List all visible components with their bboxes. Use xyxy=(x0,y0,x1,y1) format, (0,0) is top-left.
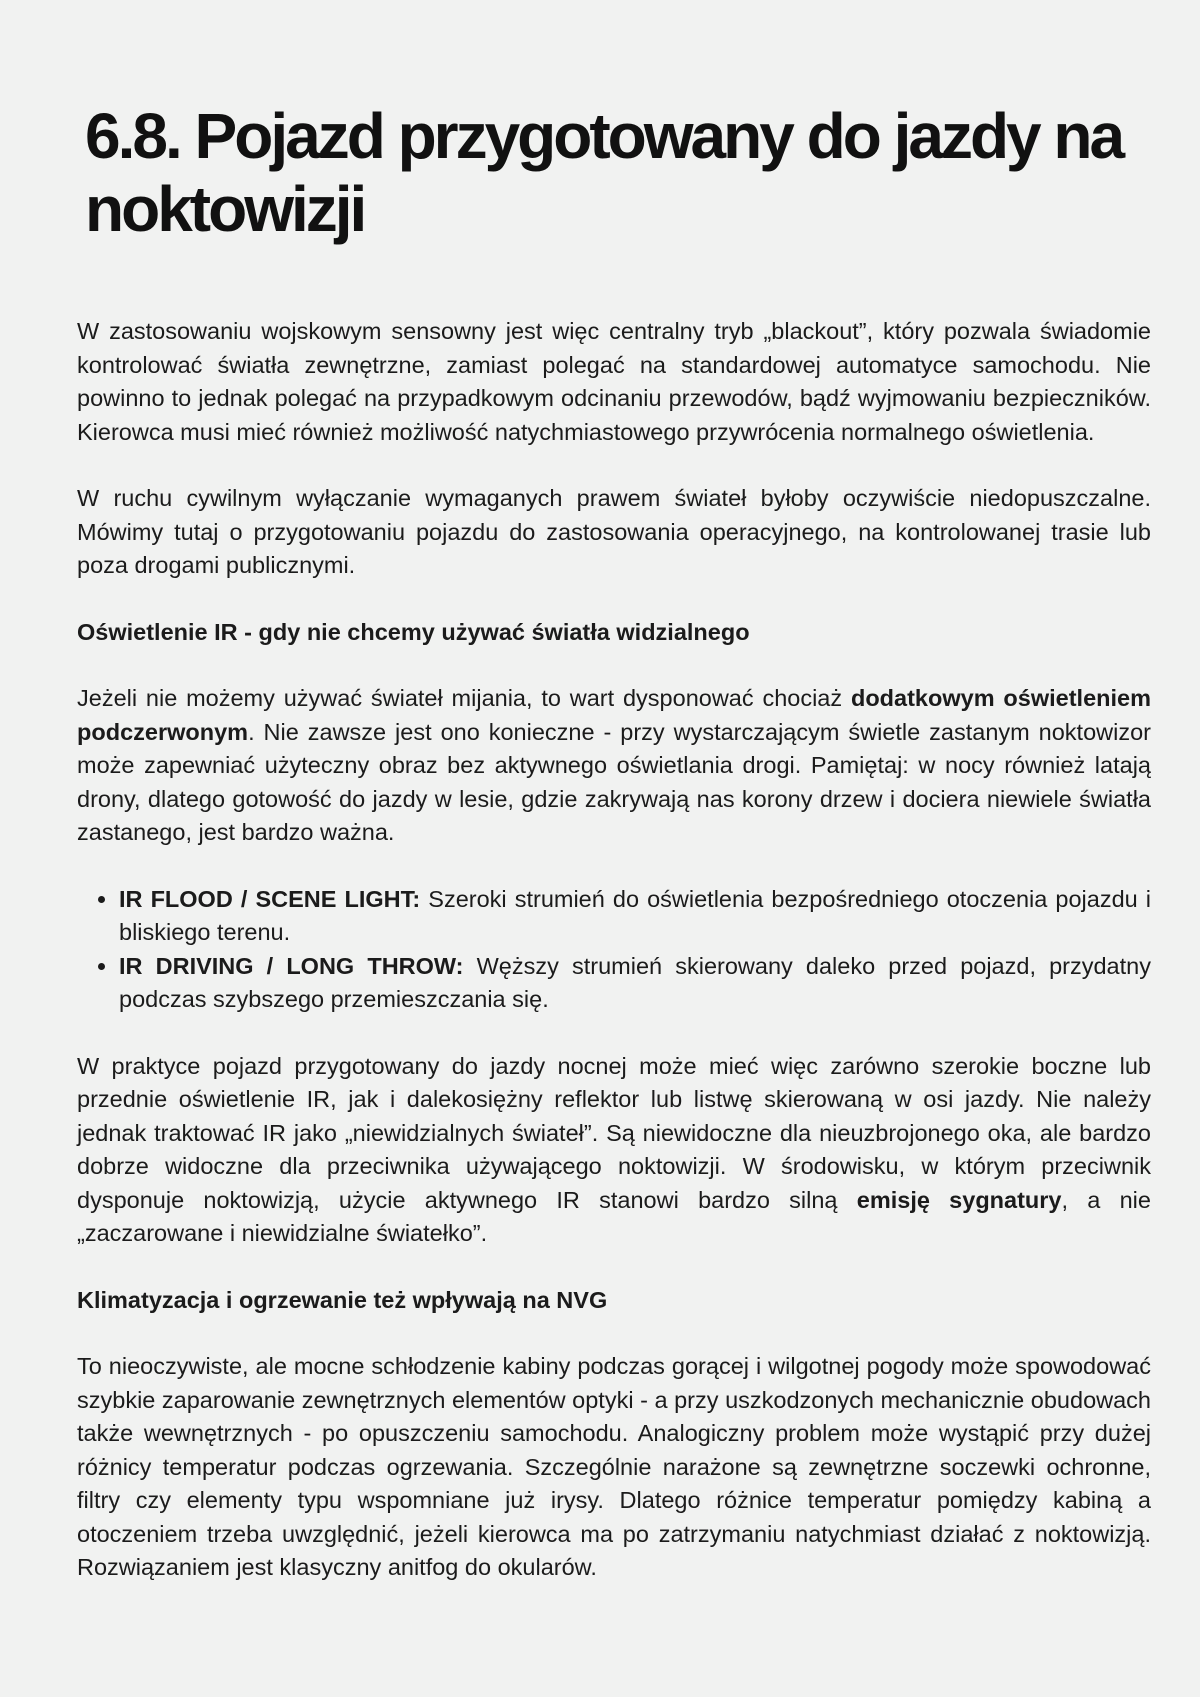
list-item-text: Węższy strumień skierowany daleko przed pojazd, przydatny podczas szybszego przemieszczania się. xyxy=(119,952,1151,1012)
paragraph-blackout: W zastosowaniu wojskowym sensowny jest więc centralny tryb „blackout”, który pozwala świadomie kontrolować światła zewnętrzne, zamiast polegać na standardowej automatyce samochodu. Nie powinno to jednak polegać na przypadkowym odcinaniu przewodów, bądź wyjmowaniu bezpieczników. Kierowca musi mieć również możliwość natychmiastowego przywrócenia normalnego oświetlenia. xyxy=(77,318,1151,445)
paragraph-ir-intro-text-1: Jeżeli nie możemy używać świateł mijania, to wart dysponować chociaż xyxy=(77,685,851,711)
paragraph-ir-practice-text-1: W praktyce pojazd przygotowany do jazdy nocnej może mieć więc zarówno szerokie boczne lub przednie oświetlenie IR, jak i dalekosiężny reflektor lub listwę skierowaną w osi jazdy. Nie należy jednak traktować IR jako „niewidzialnych świateł”. Są niewidoczne dla nieuzbrojonego oka, ale bardzo dobrze widoczne dla przeciwnika używającego noktowizji. W środowisku, w którym przeciwnik dysponuje noktowizją, użycie aktywnego IR stanowi bardzo silną xyxy=(77,1052,1151,1213)
list-item-term: IR FLOOD / SCENE LIGHT: xyxy=(119,885,421,912)
paragraph-ir-practice-bold: emisję sygnatury xyxy=(856,1186,1062,1213)
list-item-term: IR DRIVING / LONG THROW: xyxy=(119,952,464,979)
paragraph-civil-traffic: W ruchu cywilnym wyłączanie wymaganych prawem świateł byłoby oczywiście niedopuszczalne. Mówimy tutaj o przygotowaniu pojazdu do zastosowania operacyjnego, na kontrolowanej trasie lub poza drogami publicznymi. xyxy=(77,485,1151,578)
document-body xyxy=(77,315,1151,1585)
paragraph-ir-practice-text-2: , a nie „zaczarowane i niewidzialne światełko”. xyxy=(77,1186,1151,1246)
list-item xyxy=(119,883,1151,950)
paragraph-ir-intro-text-2: . Nie zawsze jest ono konieczne - przy wystarczającym świetle zastanym noktowizor może zapewniać użyteczny obraz bez aktywnego oświetlania drogi. Pamiętaj: w nocy również latają drony, dlatego gotowość do jazdy w lesie, gdzie zakrywają nas korony drzew i dociera niewiele światła zastanego, jest bardzo ważna. xyxy=(77,718,1151,845)
page-title: 6.8. Pojazd przygotowany do jazdy na noktowizji xyxy=(85,100,1123,245)
subheading-ir-lighting: Oświetlenie IR - gdy nie chcemy używać światła widzialnego xyxy=(77,618,750,645)
paragraph-ir-practice xyxy=(77,1050,1151,1251)
paragraph-ir-intro xyxy=(77,682,1151,850)
ir-types-list xyxy=(77,883,1151,1017)
paragraph-ir-intro-bold: dodatkowym oświetleniem podczerwonym xyxy=(77,685,1151,745)
paragraph-climate: To nieoczywiste, ale mocne schłodzenie kabiny podczas gorącej i wilgotnej pogody może spowodować szybkie zaparowanie zewnętrznych elementów optyki - a przy uszkodzonych mechanicznie obudowach także wewnętrznych - po opuszczeniu samochodu. Analogiczny problem może wystąpić przy dużej różnicy temperatur podczas ogrzewania. Szczególnie narażone są zewnętrzne soczewki ochronne, filtry czy elementy typu wspomniane już irysy. Dlatego różnice temperatur pomiędzy kabiną a otoczeniem trzeba uwzględnić, jeżeli kierowca ma po zatrzymaniu natychmiast działać z noktowizją. Rozwiązaniem jest klasyczny anitfog do okularów. xyxy=(77,1353,1151,1580)
list-item-text: Szeroki strumień do oświetlenia bezpośredniego otoczenia pojazdu i bliskiego terenu. xyxy=(119,885,1152,945)
list-item xyxy=(119,950,1151,1017)
subheading-climate: Klimatyzacja i ogrzewanie też wpływają na NVG xyxy=(77,1286,608,1313)
